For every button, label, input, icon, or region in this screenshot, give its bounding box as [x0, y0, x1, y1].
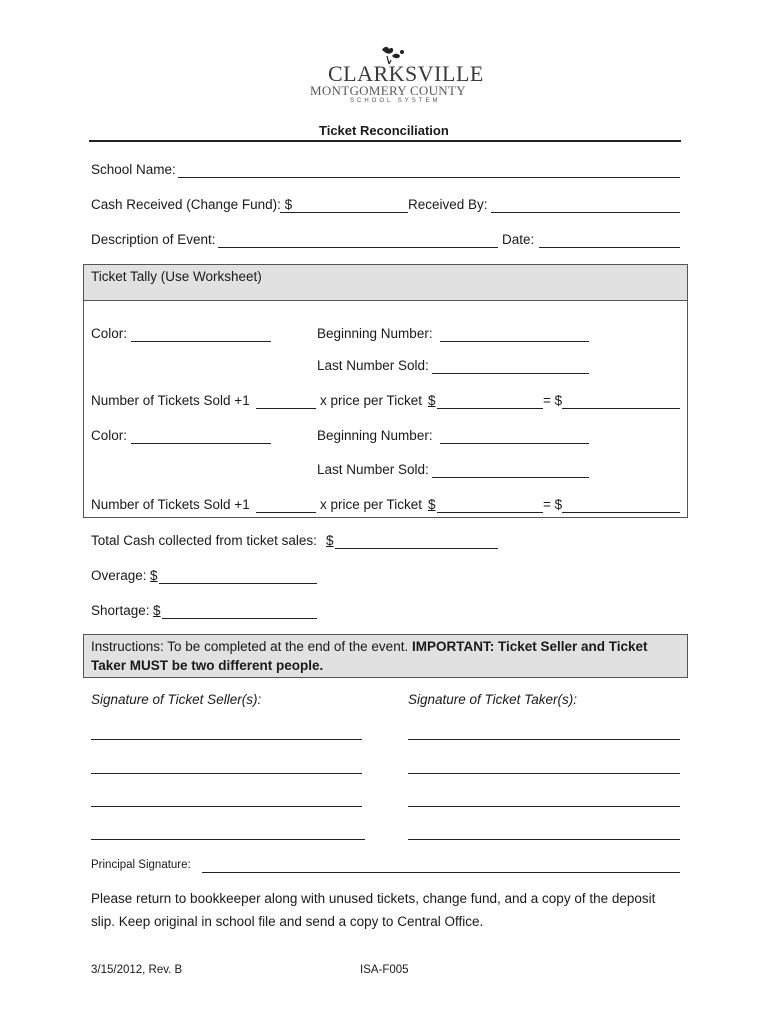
beginning-number-label-2: Beginning Number:: [317, 428, 433, 443]
amount-field-1[interactable]: [562, 408, 680, 409]
beginning-number-field-2[interactable]: [440, 443, 589, 444]
taker-signature-label: Signature of Ticket Taker(s):: [408, 692, 577, 707]
received-by-label: Received By:: [408, 197, 488, 212]
received-by-field[interactable]: [491, 212, 680, 213]
tickets-sold-label-2: Number of Tickets Sold +1: [91, 497, 250, 512]
taker-signature-line-1[interactable]: [408, 739, 680, 740]
beginning-number-label-1: Beginning Number:: [317, 326, 433, 341]
tickets-sold-field-1[interactable]: [256, 408, 316, 409]
overage-label: Overage:: [91, 568, 147, 583]
description-label: Description of Event:: [91, 232, 216, 247]
price-label-2: x price per Ticket: [320, 497, 423, 512]
tickets-sold-label-1: Number of Tickets Sold +1: [91, 393, 250, 408]
last-number-field-1[interactable]: [432, 373, 589, 374]
instructions-normal: Instructions: To be completed at the end of the event.: [91, 639, 412, 654]
seller-signature-line-4[interactable]: [91, 839, 365, 840]
date-field[interactable]: [539, 247, 680, 248]
footer-date-rev: 3/15/2012, Rev. B: [91, 964, 183, 976]
price-field-1[interactable]: [437, 408, 543, 409]
shortage-dollar: $: [153, 603, 161, 618]
return-note-line-1: Please return to bookkeeper along with unused tickets, change fund, and a copy of the deposit: [91, 891, 656, 906]
footer-form-id: ISA-F005: [360, 964, 409, 976]
color-label-1: Color:: [91, 326, 128, 341]
equals-label-2: = $: [543, 497, 563, 512]
shortage-label: Shortage:: [91, 603, 150, 618]
taker-signature-line-4[interactable]: [408, 839, 680, 840]
price-dollar-1: $: [428, 393, 436, 408]
total-cash-field[interactable]: [335, 548, 498, 549]
instructions-text: [91, 639, 648, 654]
page-title: Ticket Reconciliation: [319, 123, 449, 138]
instructions-bold-2: Taker MUST be two different people.: [91, 658, 324, 673]
color-label-2: Color:: [91, 428, 128, 443]
overage-dollar: $: [150, 568, 158, 583]
price-field-2[interactable]: [437, 512, 543, 513]
school-name-field[interactable]: [178, 177, 680, 178]
cash-received-field[interactable]: [280, 212, 408, 213]
seller-signature-line-3[interactable]: [91, 806, 362, 807]
seller-signature-line-1[interactable]: [91, 739, 362, 740]
school-name-label: School Name:: [91, 162, 176, 177]
logo-title: CLARKSVILLE: [328, 61, 484, 86]
logo-tagline: SCHOOL SYSTEM: [350, 98, 441, 104]
color-field-2[interactable]: [131, 443, 271, 444]
tickets-sold-field-2[interactable]: [256, 512, 316, 513]
ticket-tally-box: [83, 264, 688, 518]
taker-signature-line-2[interactable]: [408, 773, 680, 774]
total-cash-dollar: $: [326, 533, 334, 548]
ticket-tally-title: Ticket Tally (Use Worksheet): [91, 269, 262, 284]
price-dollar-2: $: [428, 497, 436, 512]
price-label-1: x price per Ticket: [320, 393, 423, 408]
last-number-field-2[interactable]: [432, 477, 589, 478]
overage-field[interactable]: [159, 583, 317, 584]
last-number-label-1: Last Number Sold:: [317, 358, 429, 373]
shortage-field[interactable]: [162, 618, 317, 619]
color-field-1[interactable]: [131, 341, 271, 342]
seller-signature-label: Signature of Ticket Seller(s):: [91, 692, 262, 707]
taker-signature-line-3[interactable]: [408, 806, 680, 807]
amount-field-2[interactable]: [562, 512, 680, 513]
cash-received-label: Cash Received (Change Fund): $: [91, 197, 293, 212]
title-rule: [89, 140, 681, 142]
date-label: Date:: [502, 232, 535, 247]
logo-subtitle: MONTGOMERY COUNTY: [310, 83, 466, 98]
principal-signature-field[interactable]: [202, 872, 680, 873]
seller-signature-line-2[interactable]: [91, 773, 362, 774]
principal-signature-label: Principal Signature:: [91, 859, 191, 871]
description-field[interactable]: [218, 247, 498, 248]
last-number-label-2: Last Number Sold:: [317, 462, 429, 477]
total-cash-label: Total Cash collected from ticket sales:: [91, 533, 317, 548]
return-note-line-2: slip. Keep original in school file and send a copy to Central Office.: [91, 914, 484, 929]
beginning-number-field-1[interactable]: [440, 341, 589, 342]
equals-label-1: = $: [543, 393, 563, 408]
instructions-bold-1: IMPORTANT: Ticket Seller and Ticket: [411, 639, 648, 654]
